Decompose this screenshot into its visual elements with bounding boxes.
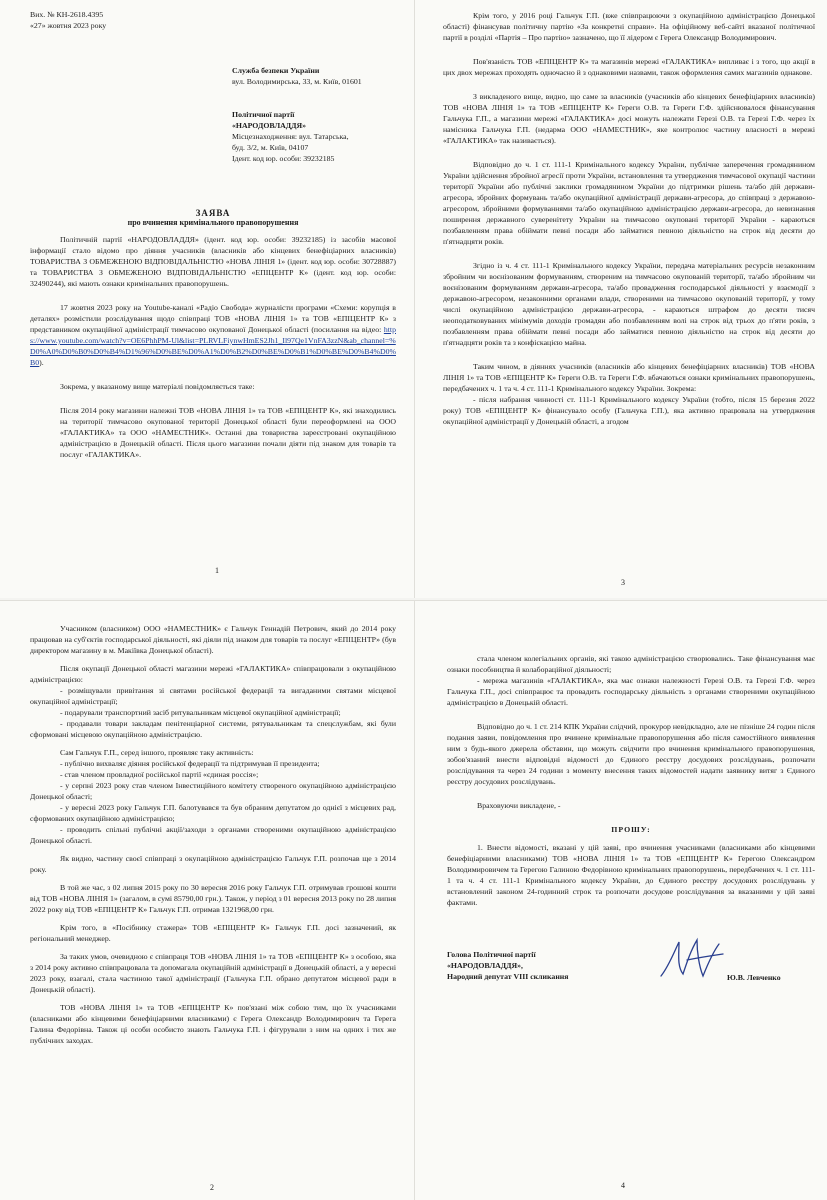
list-item: - публічно вихваляє діяння російської федерації та підтримував її президента; [60, 759, 320, 768]
paragraph: Після окупації Донецької області магазини мережі «ГАЛАКТИКА» співпрацювали з окупаційною адміністрацією: [30, 664, 396, 684]
sender-line: Ідент. код юр. особи: 39232185 [232, 154, 335, 163]
paragraph: Враховуючи викладене, - [477, 801, 561, 810]
document-page-4 [414, 600, 827, 1200]
signatory-name: Ю.В. Левченко [727, 973, 781, 982]
paragraph: Таким чином, в діяннях учасників (власників або кінцевих бенефіціарних власників) ТОВ «НОВА ЛІНІЯ 1» та ТОВ «ЕПІЦЕНТР К» Гереги О.В. та Гереги Г.Ф. вбачаються ознаки кримінальних правопорушень, передбачених ч. 1 та ч. 4 ст. 111-1 Кримінального кодексу України. Зокрема: [443, 362, 815, 393]
document-page-1 [0, 0, 414, 598]
sender-line: Політичної партії [232, 110, 295, 119]
list-item: - продавали товари закладам пенітенціарної системи, рятувальникам та спецслужбам, які були сформовані місцевою окупаційною адміністрацією. [30, 719, 396, 739]
list-item: - мережа магазинів «ГАЛАКТИКА», яка має ознаки належності Герезі О.В. та Герезі Г.Ф. через Гальчука Г.П., досі співпрацює та провадить господарську діяльність з органами створеними окупаційною адміністрацією в Донецькій області. [447, 676, 815, 707]
paragraph: стала членом колегіальних органів, які такою адміністрацією створювались. Таке фінансування має ознаки пособництва й колабораційної діяльності; [447, 654, 815, 674]
sender-line: Місцезнаходження: вул. Татарська, [232, 132, 349, 141]
paragraph: Відповідно до ч. 1 ст. 111-1 Кримінального кодексу України, публічне заперечення громадянином України здійснення збройної агресії проти України, встановлення та утвердження тимчасової окупації частини території України або публічні заклики громадянином України до підтримки рішень та/або дій держави-агресора, збройних формувань та/або окупаційної адміністрації держави-агресора, до співпраці з державою-агресором, збройними формуваннями та/або окупаційною адміністрацією держави-агресора, до невизнання поширення державного суверенітету України на тимчасово окуповані території України - караються позбавленням права обіймати певні посади або займатися певною діяльністю на строк від десяти до п'ятнадцяти років. [443, 160, 815, 246]
list-item: - у серпні 2023 року став членом Інвестиційного комітету створеного окупаційною адміністрацією Донецької області; [30, 781, 396, 801]
paragraph: Сам Гальчук Г.П., серед іншого, проявляє таку активність: [60, 748, 254, 757]
paragraph: ТОВ «НОВА ЛІНІЯ 1» та ТОВ «ЕПІЦЕНТР К» пов'язані між собою тим, що їх учасниками (власниками або кінцевими бенефіціарними власниками) є Герега Олександр Володимирович та Герега Галина Федорівна. Також ці особи особисто знають Гальчука Г.П. і фігурували з ним на одних і тих же публічних заходах. [30, 1003, 396, 1045]
document-page-2 [0, 600, 414, 1200]
page-number: 1 [215, 566, 219, 575]
signature-block [447, 936, 815, 982]
paragraph: Крім того, у 2016 році Гальчук Г.П. (вже співпрацюючи з окупаційною адміністрацією Донецької області) фінансував політичну партію «За конкретні справи». На офіційному веб-сайті вказаної політичної партії в розділі «Партія – Про партію» зазначено, що її лідером є Герега Олександр Володимирович. [443, 11, 815, 42]
paragraph: Пов'язаність ТОВ «ЕПІЦЕНТР К» та магазинів мережі «ГАЛАКТИКА» випливає і з того, що акції в цих двох мережах проходять одночасно й з однаковими назвами, також оформлення самих магазинів однакове. [443, 57, 815, 77]
recipient-address: вул. Володимирська, 33, м. Київ, 01601 [232, 77, 362, 86]
outgoing-date: «27» жовтня 2023 року [30, 20, 107, 30]
page-number: 3 [621, 578, 625, 587]
video-link[interactable]: https://www.youtube.com/watch?v=OE6PhhPM-Ul&list=PLRVLFiynwHmES2Jh1_Il97Qe1VnFA3zzN&ab_channel=%D0%A0%D0%B0%D0%B4%D1%96%D0%BE%D0%A1%D0%B2%D0%BE%D0%B1%D0%BE%D0%B4%D0%B0 [30, 325, 396, 367]
paragraph: За таких умов, очевидною є співпраця ТОВ «НОВА ЛІНІЯ 1» та ТОВ «ЕПІЦЕНТР К» з особою, яка з 2014 року активно співпрацювала та допомагала окупаційній адміністрації в Донецькій області, а у вересні 2023 року, взагалі, стала частиною такої адміністрації (Гальчука Г.П. обрано депутатом місцевої ради в Донецькій області). [30, 952, 396, 994]
list-item: - після набрання чинності ст. 111-1 Кримінального кодексу України (тобто, після 15 березня 2022 року) ТОВ «ЕПІЦЕНТР К» фінансувало особу (Гальчука Г.П.), яка активно працювала на утвердження окупаційної адміністрації у Донецькій області, а згодом [443, 395, 815, 426]
sender-line: «НАРОДОВЛАДДЯ» [232, 121, 307, 130]
page-number: 4 [621, 1181, 625, 1190]
paragraph: Як видно, частину своєї співпраці з окупаційною адміністрацією Гальчук Г.П. розпочав ще з 2014 року. [30, 854, 396, 874]
paragraph: В той же час, з 02 липня 2015 року по 30 вересня 2016 року Гальчук Г.П. отримував грошові кошти від ТОВ «НОВА ЛІНІЯ 1» (загалом, в сумі 85790,00 грн.). Також, у період з 01 вересня 2013 року по 28 липня 2022 року від ТОВ «ЕПІЦЕНТР К» Гальчук Г.П. отримав 1321968,00 грн. [30, 883, 396, 914]
list-item: - проводить спільні публічні акції/заходи з органами створеними окупаційною адміністрацією Донецької області. [30, 825, 396, 845]
document-title: ЗАЯВА [195, 208, 231, 218]
paragraph: З викладеного вище, видно, що саме за власників (учасників або кінцевих бенефіціарних власників) ТОВ «НОВА ЛІНІЯ 1» та ТОВ «ЕПІЦЕНТР К» Гереги О.В. та Гереги Г.Ф. здійснювалося фінансування Гальчука Г.П., а магазини мережі «ГАЛАКТИКА» досі можуть належати Герезі О.В. та Герезі Г.Ф. через їх намісника Гальчука Г.П. (недарма ООО «НАМЕСТНИК», яке контролює частину власності в мережі «ГАЛАКТИКА» так називається). [443, 92, 815, 145]
recipient-block [232, 65, 396, 87]
quoted-paragraph: Учасником (власником) ООО «НАМЕСТНИК» є Гальчук Геннадій Петрович, який до 2014 року працював на суб'єктів господарської діяльності, які діяли під знаком для товарів та послуг «ЕПІЦЕНТР» (був директором магазину в м. Макіївка Донецької області). [30, 624, 396, 655]
paragraph: Зокрема, у вказаному вище матеріалі повідомляється таке: [60, 382, 255, 391]
paragraph: Згідно із ч. 4 ст. 111-1 Кримінального кодексу України, передача матеріальних ресурсів незаконним збройним чи воєнізованим формуванням, створеним на тимчасово окупованій території, та/або збройним чи воєнізованим формуванням держави-агресора, та/або провадження господарської діяльності у взаємодії з державою-агресором, незаконними органами влади, створеними на тимчасово окупованій території, у тому числі окупаційною адміністрацією держави-агресора, - караються штрафом до десяти тисяч неоподатковуваних мінімумів доходів громадян або позбавленням волі на строк від трьох до п'яти років, з позбавленням права обіймати певні посади або займатися певною діяльністю на строк від десяти до п'ятнадцяти років та з конфіскацією майна. [443, 261, 815, 347]
list-item: - став членом провладної російської партії «єдиная россія»; [60, 770, 259, 779]
sender-block [232, 109, 396, 164]
quoted-paragraph: Після 2014 року магазини належні ТОВ «НОВА ЛІНІЯ 1» та ТОВ «ЕПІЦЕНТР К», які знаходились на території тимчасово окупованої території Донецької області були переоформлені на ООО «ГАЛАКТИКА» та ООО «НАМЕСТНИК». Останні два товариства зареєстровані окупаційною адміністрацією в Донецькій області. Після цього магазини почали діяти під знаком для товарів та послуг «ГАЛАКТИКА». [60, 406, 396, 459]
outgoing-number: Вих. № КН-2618.4395 [30, 10, 104, 19]
page-number: 2 [210, 1183, 214, 1192]
list-item: - розміщували привітання зі святами російської федерації та вигаданими святами місцевої окупаційної адміністрації; [30, 686, 396, 706]
document-subtitle: про вчинення кримінального правопорушення [127, 218, 299, 227]
request-heading: ПРОШУ: [611, 825, 651, 834]
paragraph: Відповідно до ч. 1 ст. 214 КПК України слідчий, прокурор невідкладно, але не пізніше 24 годин після подання заяви, повідомлення про вчинене кримінальне правопорушення або після самостійного виявлення ним з будь-якого джерела обставин, що можуть свідчити про вчинення кримінального правопорушення, зобов'язаний внести відповідні відомості до Єдиного реєстру досудових розслідувань, розпочати розслідування та через 24 години з моменту внесення таких відомостей надати заявнику витяг з Єдиного реєстру досудових розслідувань. [447, 722, 815, 786]
recipient-name: Служба безпеки України [232, 66, 320, 75]
signatory-title: Голова Політичної партії «НАРОДОВЛАДДЯ», Народний депутат VIII скликання [447, 950, 569, 981]
paragraph: Політичній партії «НАРОДОВЛАДДЯ» (ідент. код юр. особи: 39232185) із засобів масової інформації стало відомо про діяння учасників (власників або кінцевих бенефіціарних власників) ТОВАРИСТВА З ОБМЕЖЕНОЮ ВІДПОВІДАЛЬНІСТЮ «НОВА ЛІНІЯ 1» (ідент. код юр. особи: 30728887) та ТОВАРИСТВА З ОБМЕЖЕНОЮ ВІДПОВІДАЛЬНІСТЮ «ЕПІЦЕНТР К» (ідент. код юр. особи: 32490244), які мають ознаки кримінальних правопорушень. [30, 235, 396, 288]
list-item: - у вересні 2023 року Гальчук Г.П. балотувався та був обраним депутатом до однієї з місцевих рад, сформованих окупаційною адміністрацією; [30, 803, 396, 823]
sender-line: буд. 3/2, м. Київ, 04107 [232, 143, 309, 152]
paragraph: 17 жовтня 2023 року на Youtube-каналі «Радіо Свобода» журналісти програми «Схеми: корупція в деталях» розмістили розслідування щодо співпраці ТОВ «НОВА ЛІНІЯ 1» та ТОВ «ЕПІЦЕНТР К» з представником окупаційної адміністрації тимчасово окупованої Донецької області (посилання на відео: https://www.youtube.com/watch?v=OE6PhhPM-Ul&list=PLRVLFiynwHmES2Jh1_Il97Qe1VnFA3zzN&ab_channel=%D0%A0%D0%B0%D0%B4%D1%96%D0%BE%D0%A1%D0%B2%D0%BE%D0%B1%D0%BE%D0%B4%D0%B0). [30, 303, 396, 367]
list-item: - подарували транспортний засіб ритувальникам місцевої окупаційної адміністрації; [60, 708, 341, 717]
paragraph: Крім того, в «Посібнику стажера» ТОВ «ЕПІЦЕНТР К» Гальчук Г.П. досі зазначений, як регіональний менеджер. [30, 923, 396, 943]
document-page-3 [414, 0, 827, 598]
request-item: 1. Внести відомості, вказані у цій заяві, про вчинення учасниками (власниками або кінцевими бенефіціарними власниками) ТОВ «НОВА ЛІНІЯ 1» та ТОВ «ЕПІЦЕНТР К» Герегою Олександром Володимировичем та Герегою Галиною Федорівною кримінальних правопорушень, передбачених ч. 1 ст. 111-1 та ч. 4 ст. 111-1 Кримінального кодексу України, до Єдиного реєстру досудових розслідувань у встановлений законом 24-годинний строк та розпочати досудове розслідування за вказаними у цій заяві фактами. [447, 843, 815, 907]
handwritten-signature [657, 936, 727, 982]
